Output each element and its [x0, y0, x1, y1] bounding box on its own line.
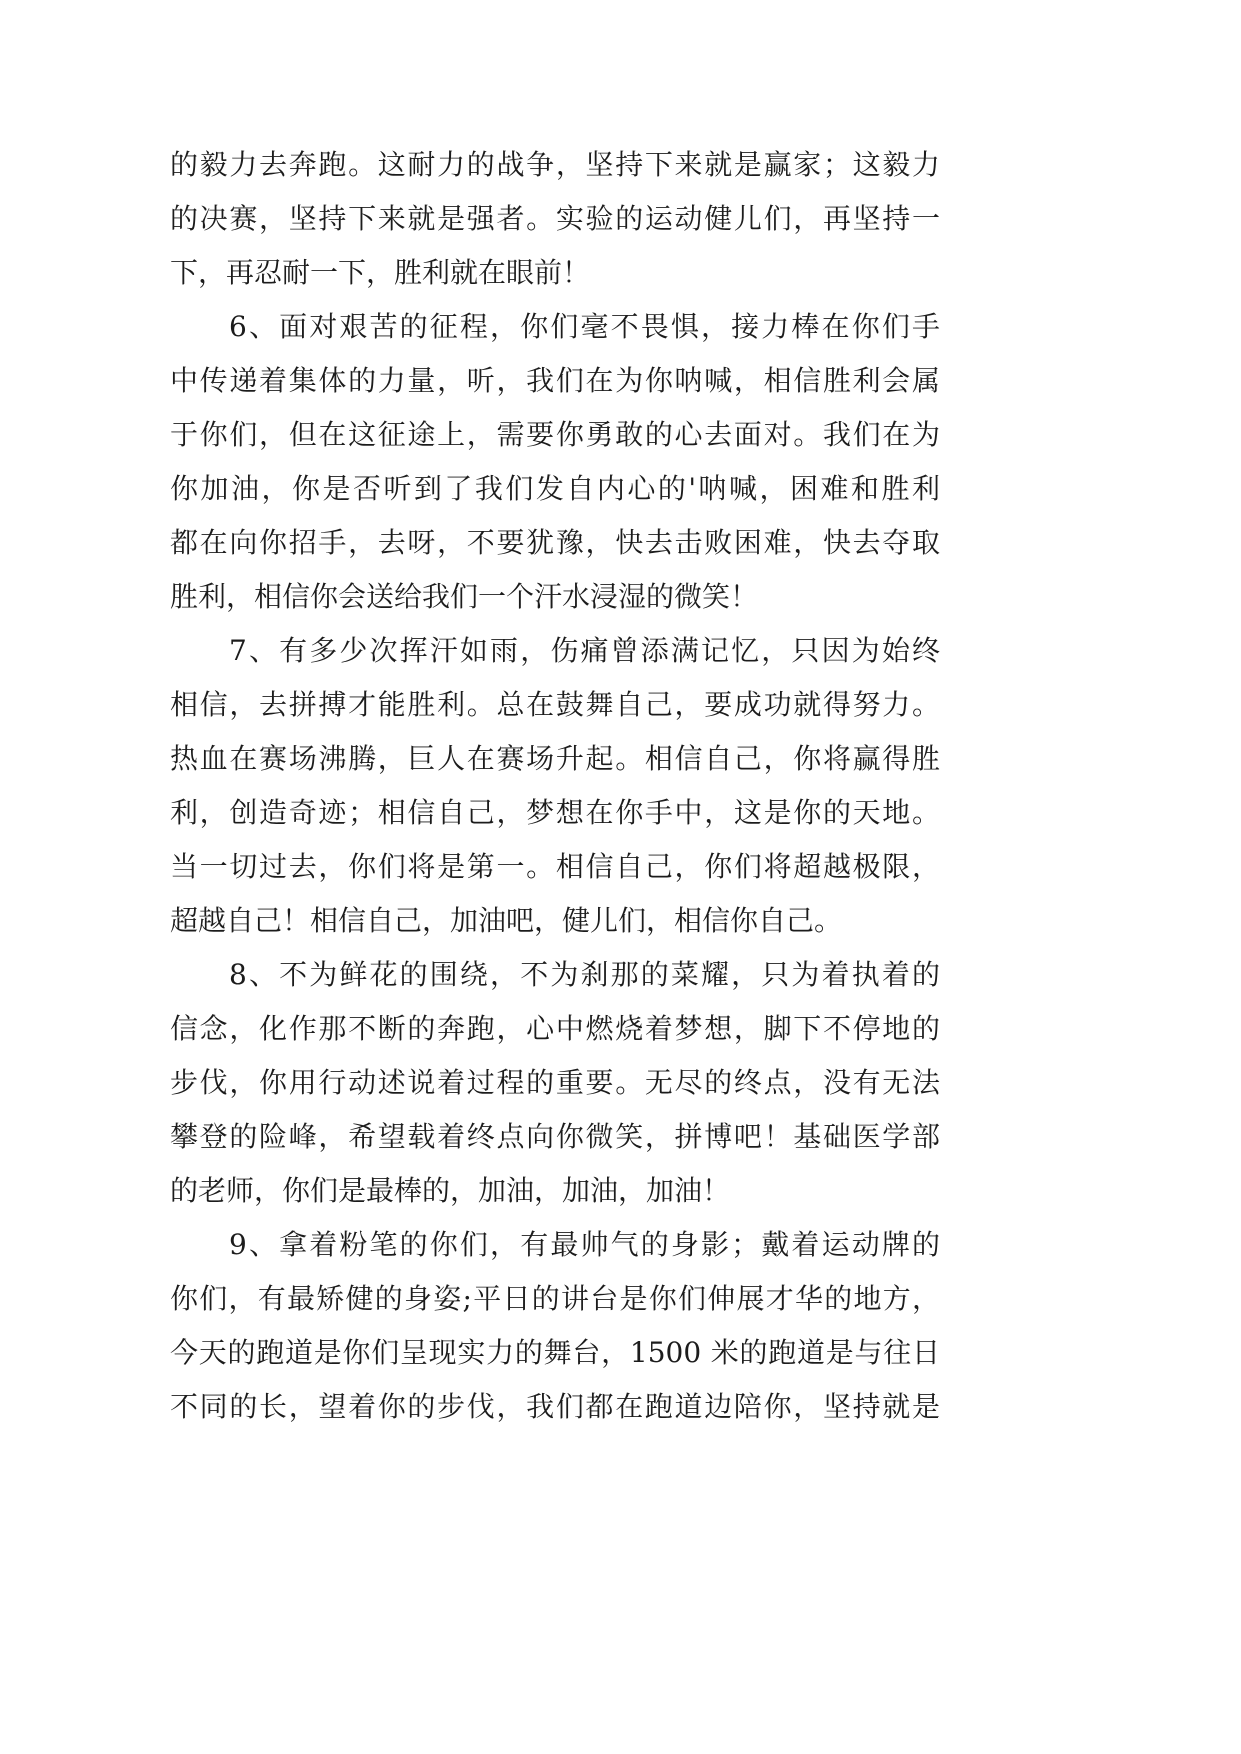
text-line: 攀登的险峰，希望载着终点向你微笑，拼博吧！基础医学部 [170, 1120, 940, 1153]
paragraph-continuation [170, 138, 940, 300]
text-line: 超越自己！相信自己，加油吧，健儿们，相信你自己。 [170, 904, 843, 937]
text-line: 信念，化作那不断的奔跑，心中燃烧着梦想，脚下不停地的 [170, 1012, 940, 1045]
text-line: 利，创造奇迹；相信自己，梦想在你手中，这是你的天地。 [170, 796, 940, 829]
text-line: 6、面对艰苦的征程，你们毫不畏惧，接力棒在你们手 [229, 310, 940, 343]
document-body [170, 138, 940, 1434]
text-line: 今天的跑道是你们呈现实力的舞台，1500 米的跑道是与往日 [170, 1336, 940, 1369]
text-line: 相信，去拼搏才能胜利。总在鼓舞自己，要成功就得努力。 [170, 688, 940, 721]
text-line: 热血在赛场沸腾，巨人在赛场升起。相信自己，你将赢得胜 [170, 742, 940, 775]
text-line: 的老师，你们是最棒的，加油，加油，加油！ [170, 1174, 731, 1207]
paragraph-9 [170, 1218, 940, 1434]
text-line: 胜利，相信你会送给我们一个汗水浸湿的微笑！ [170, 580, 759, 613]
text-line: 当一切过去，你们将是第一。相信自己，你们将超越极限， [170, 850, 940, 883]
text-line: 你们，有最矫健的身姿;平日的讲台是你们伸展才华的地方， [170, 1282, 940, 1315]
text-line: 的毅力去奔跑。这耐力的战争，坚持下来就是赢家；这毅力 [170, 148, 940, 181]
text-line: 于你们，但在这征途上，需要你勇敢的心去面对。我们在为 [170, 418, 940, 451]
text-line: 8、不为鲜花的围绕，不为刹那的菜耀，只为着执着的 [229, 958, 940, 991]
paragraph-6 [170, 300, 940, 624]
text-line: 7、有多少次挥汗如雨，伤痛曾添满记忆，只因为始终 [229, 634, 940, 667]
text-line: 9、拿着粉笔的你们，有最帅气的身影；戴着运动牌的 [229, 1228, 940, 1261]
text-line: 你加油，你是否听到了我们发自内心的'呐喊，困难和胜利 [170, 472, 940, 505]
paragraph-7 [170, 624, 940, 948]
text-line: 的决赛，坚持下来就是强者。实验的运动健儿们，再坚持一 [170, 202, 940, 235]
text-line: 中传递着集体的力量，听，我们在为你呐喊，相信胜利会属 [170, 364, 940, 397]
text-line: 不同的长，望着你的步伐，我们都在跑道边陪你，坚持就是 [170, 1390, 940, 1423]
text-line: 都在向你招手，去呀，不要犹豫，快去击败困难，快去夺取 [170, 526, 940, 559]
text-line: 步伐，你用行动述说着过程的重要。无尽的终点，没有无法 [170, 1066, 940, 1099]
paragraph-8 [170, 948, 940, 1218]
text-line: 下，再忍耐一下，胜利就在眼前！ [170, 256, 591, 289]
